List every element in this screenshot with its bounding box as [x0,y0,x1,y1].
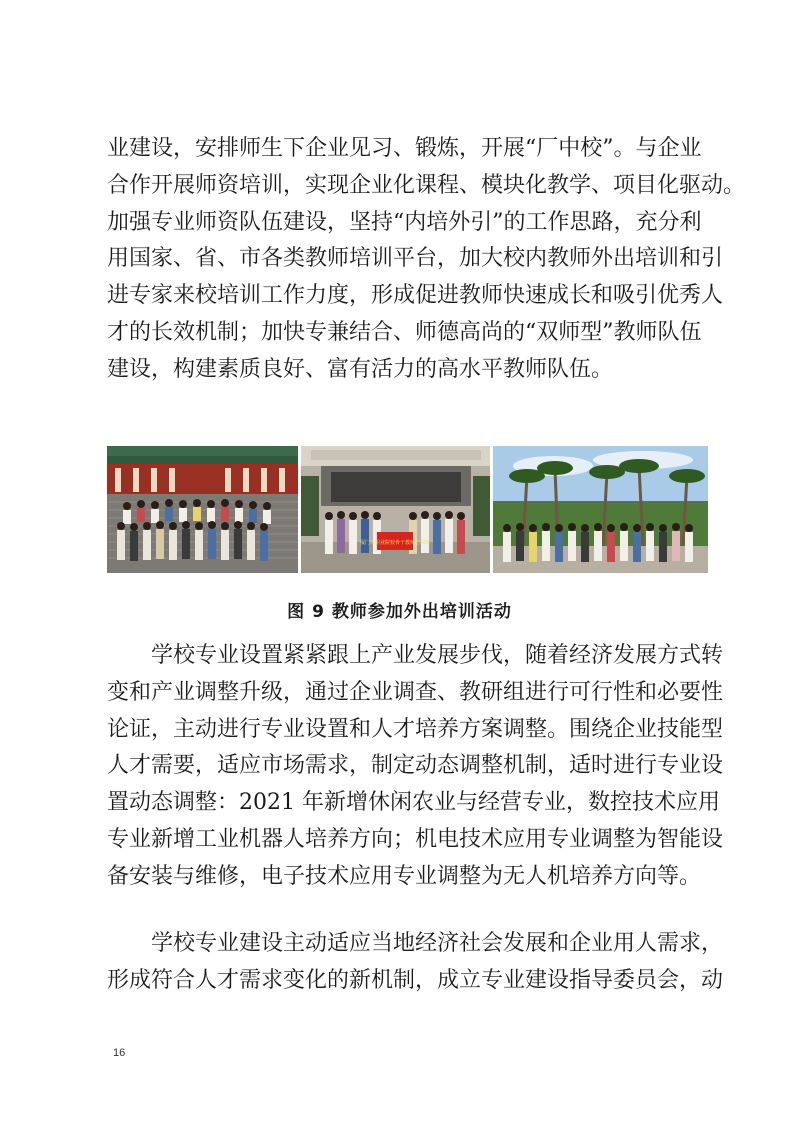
text-line: 专业新增工业机器人培养方向；机电技术应用专业调整为智能设 [107,826,724,852]
text-line: 合作开展师资培训，实现企业化课程、模块化教学、项目化驱动。 [107,172,746,198]
text-line: 用国家、省、市各类教师培训平台，加大校内教师外出培训和引 [107,246,724,272]
text-line: 业建设，安排师生下企业见习、锻炼，开展“厂中校”。与企业 [107,136,702,161]
text-line: 人才需要，适应市场需求，制定动态调整机制，适时进行专业设 [107,753,724,779]
figure-caption: 图 9 教师参加外出培训活动 [287,602,512,622]
text-line: 形成符合人才需求变化的新机制，成立专业建设指导委员会，动 [107,967,724,993]
training-photos [107,446,708,573]
text-line: 加强专业师资队伍建设，坚持“内培外引”的工作思路，充分利 [107,209,702,235]
text-line: 学校专业设置紧紧跟上产业发展步伐，随着经济发展方式转 [151,643,724,668]
text-line: 进专家来校培训工作力度，形成促进教师快速成长和吸引优秀人 [107,283,724,309]
text-line: 建设，构建素质良好、富有活力的高水平教师队伍。 [107,356,614,382]
text-line: 备安装与维修，电子技术应用专业调整为无人机培养方向等。 [107,863,702,889]
paragraph-1 [107,131,746,389]
text-line: 学校专业建设主动适应当地经济社会发展和企业用人需求， [151,931,724,956]
paragraph-3 [107,926,724,1000]
group-photo-with-banner [301,446,490,573]
group-photo-red-building [107,446,298,573]
banner-text: 厦门市职业院校骨干教师培训班 [359,540,431,546]
paragraph-2 [107,638,724,896]
text-line: 变和产业调整升级，通过企业调查、教研组进行可行性和必要性 [107,679,724,705]
group-photo-palm-trees [493,446,708,573]
text-line: 才的长效机制；加快专兼结合、师德高尚的“双师型”教师队伍 [107,319,702,345]
text-line: 置动态调整：2021 年新增休闲农业与经营专业，数控技术应用 [107,790,720,816]
page-number: 16 [113,1047,126,1059]
text-line: 论证，主动进行专业设置和人才培养方案调整。围绕企业技能型 [107,716,724,742]
